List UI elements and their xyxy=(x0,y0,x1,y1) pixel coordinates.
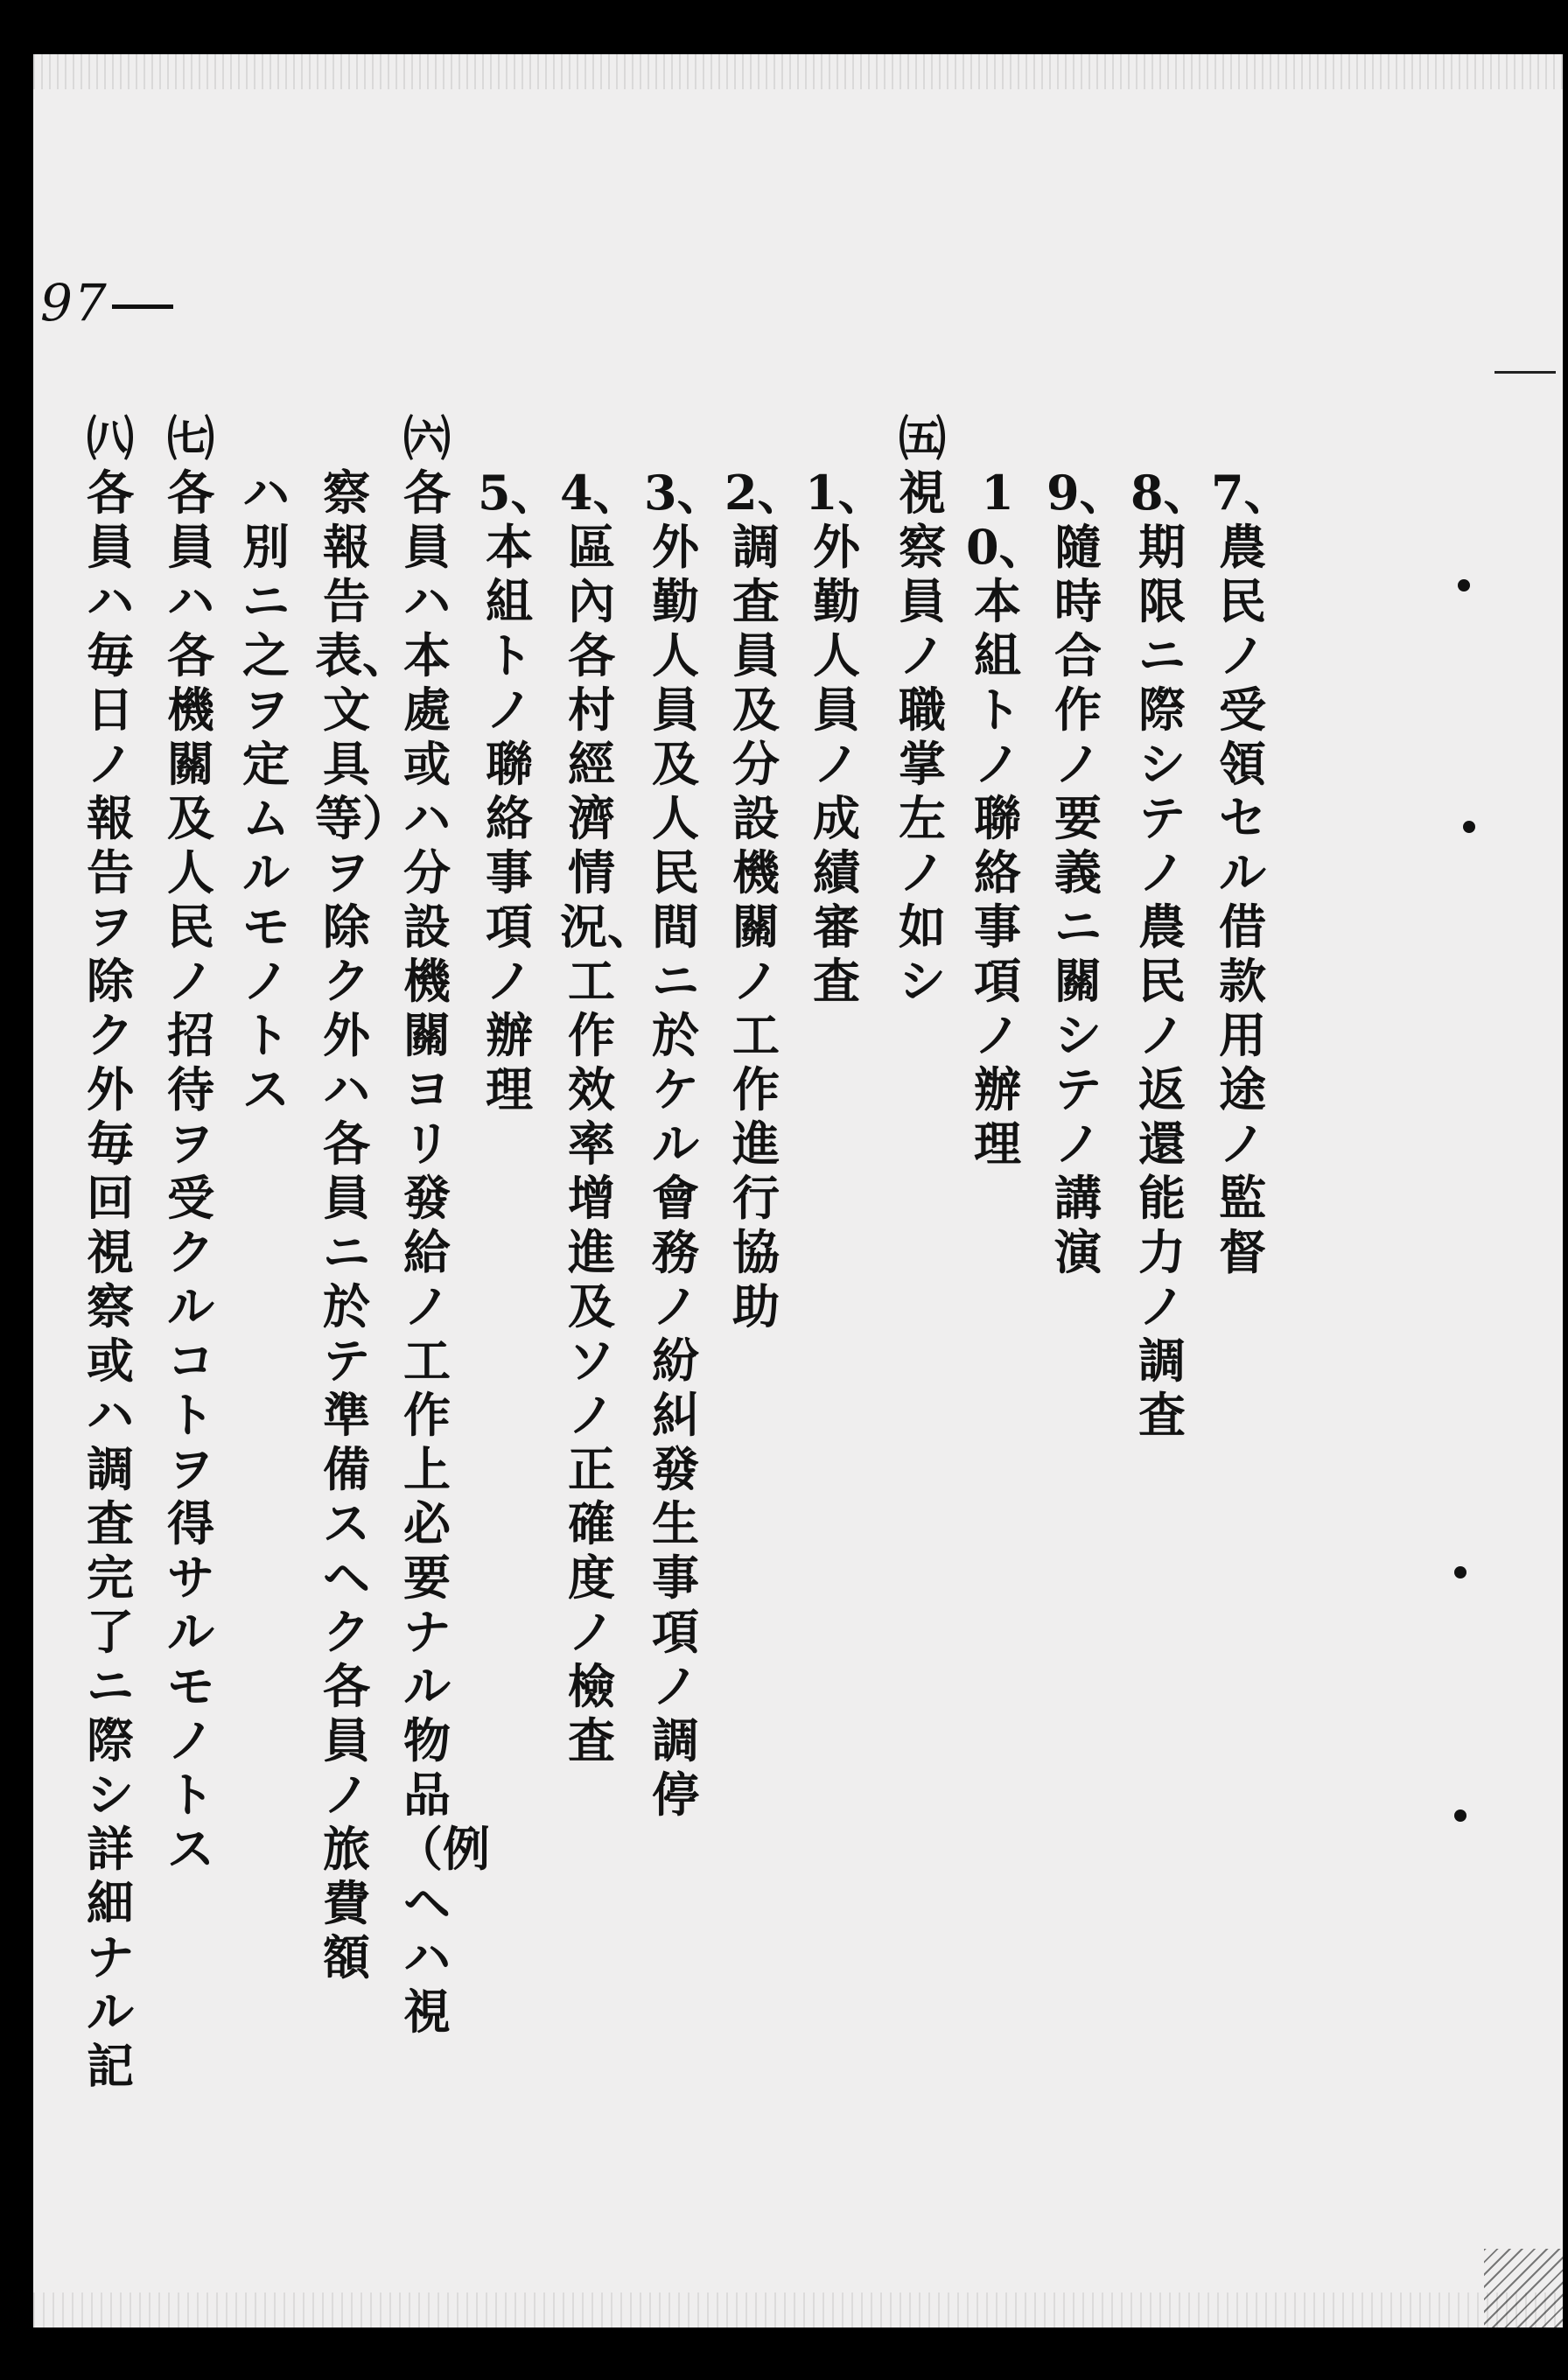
text-column-item-1: 1、外勤人員ノ成績審査 xyxy=(805,465,886,1009)
text-column-section-6-c: ハ別ニ之ヲ定ムルモノトス xyxy=(242,465,290,1117)
text-column-section-6-b: 察報告表、文具等）ヲ除ク外ハ各員ニ於テ準備スヘク各員ノ旅費額 xyxy=(315,465,410,1985)
document-page xyxy=(33,54,1563,2328)
text-column-section-8: ㈧各員ハ毎日ノ報告ヲ除ク外毎回視察或ハ調査完了ニ際シ詳細ナル記 xyxy=(87,410,134,2094)
text-column-item-4: 4、區內各村經濟情況、工作效率增進及ソノ正確度ノ檢査 xyxy=(560,465,654,1768)
speck-mark xyxy=(1454,1810,1466,1822)
text-column-section-5-heading: ㈤視察員ノ職掌左ノ如シ xyxy=(899,410,946,1009)
text-column-item-9: 9、隨時合作ノ要義ニ關シテノ講演 xyxy=(1046,465,1127,1280)
text-column-item-8: 8、期限ニ際シテノ農民ノ返還能力ノ調査 xyxy=(1130,465,1211,1443)
speck-mark xyxy=(1454,1566,1466,1578)
text-column-item-2: 2、調査員及分設機關ノ工作進行協助 xyxy=(724,465,805,1334)
page-number: 97 xyxy=(40,273,173,332)
text-column-item-10: 10、本組トノ聯絡事項ノ辦理 xyxy=(966,465,1046,1172)
text-column-section-7: ㈦各員ハ各機關及人民ノ招待ヲ受クルコトヲ得サルモノトス xyxy=(167,410,214,1877)
speck-mark xyxy=(1463,821,1475,833)
text-column-item-3: 3、外勤人員及人民間ニ於ケル會務ノ紛糾發生事項ノ調停 xyxy=(644,465,724,1823)
speck-mark xyxy=(1458,579,1470,592)
margin-mark xyxy=(1494,371,1556,374)
page-corner-curl xyxy=(1484,2249,1563,2328)
text-column-item-7: 7、農民ノ受領セル借款用途ノ監督 xyxy=(1211,465,1292,1280)
text-column-section-6-a: ㈥各員ハ本處或ハ分設機關ヨリ發給ノ工作上必要ナル物品（例ヘハ視 xyxy=(396,410,490,2040)
text-column-item-5: 5、本組トノ聯絡事項ノ辦理 xyxy=(478,465,558,1117)
